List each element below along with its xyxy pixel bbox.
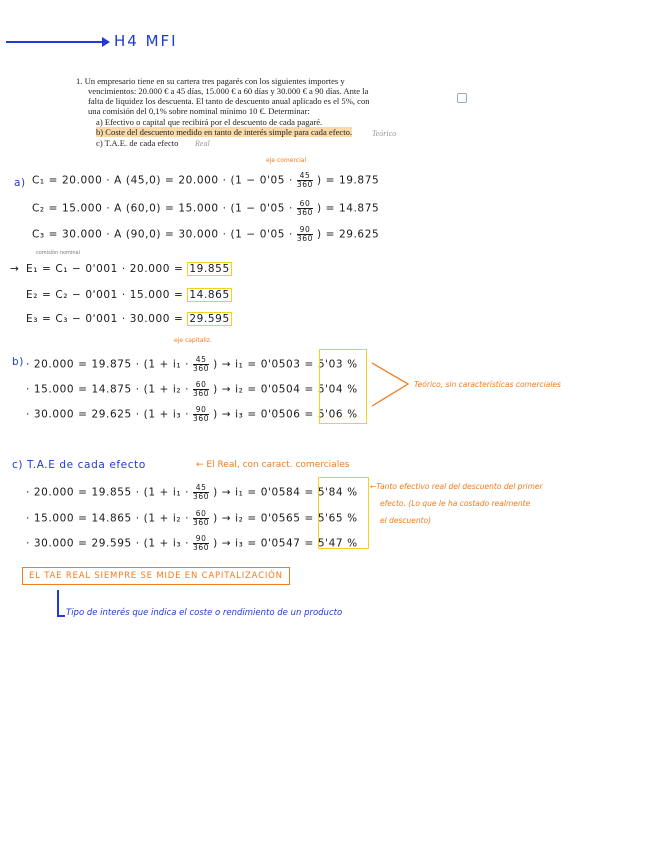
problem-line-4: una comisión del 0,1% sobre nominal mínimo 10 €. Determinar:: [88, 106, 310, 116]
part-b-line-2-lhs: · 15.000 = 14.875 · (1 + i₂ ·: [26, 383, 190, 396]
part-a-line-1-den: 360: [296, 180, 314, 189]
effective-value-1: 19.855: [189, 263, 230, 275]
part-b-line-2-den: 360: [193, 389, 210, 398]
part-a-line-2-num: 60: [297, 200, 313, 209]
part-a-line-3-num: 90: [297, 226, 313, 235]
part-c-results-box: [318, 477, 369, 549]
part-b-brace: [370, 360, 410, 410]
part-c-line-1-den: 360: [193, 492, 210, 501]
part-b-line-2-num: 60: [193, 381, 209, 390]
part-c-line-1: [26, 484, 358, 501]
part-c-value-2: 5'65 %: [317, 512, 358, 525]
part-c-line-2-lhs: · 15.000 = 14.865 · (1 + i₂ ·: [26, 512, 190, 525]
part-c-side-note-3: el descuento): [380, 516, 432, 525]
header-arrow-head: [102, 37, 110, 47]
part-a-line-2-frac: [297, 200, 313, 217]
part-b-line-2-mid: ) → i₂ = 0'0504 =: [213, 383, 314, 396]
part-b-line-2-frac: [193, 381, 209, 398]
part-b-value-1: 5'03 %: [317, 358, 358, 371]
problem-item-c-note: Real: [195, 139, 210, 148]
part-a-line-3-lhs: C₃ = 30.000 · A (90,0) = 30.000 · (1 − 0'05 ·: [32, 228, 293, 241]
part-c-heading-note: ← El Real, con caract. comerciales: [196, 460, 350, 470]
conclusion-connector: [57, 590, 59, 616]
part-b-line-3-num: 90: [193, 406, 209, 415]
part-b-line-3-mid: ) → i₃ = 0'0506 =: [213, 408, 314, 421]
part-c-line-2-den: 360: [193, 518, 210, 527]
problem-line-3: falta de liquidez los descuenta. El tanto de descuento anual aplicado es el 5%, con: [88, 96, 370, 106]
part-c-line-1-num: 45: [193, 484, 209, 493]
conclusion-connector-foot: [57, 615, 65, 617]
part-a-line-1-num: 45: [297, 172, 313, 181]
part-a-line-3-den: 360: [296, 234, 314, 243]
part-a-line-2: [32, 200, 379, 217]
part-b-line-3-lhs: · 30.000 = 29.625 · (1 + i₃ ·: [26, 408, 190, 421]
part-c-line-2-mid: ) → i₂ = 0'0565 =: [213, 512, 314, 525]
part-a-line-2-den: 360: [296, 208, 314, 217]
part-b-note: eje capitaliz.: [174, 337, 212, 344]
effective-line-3: [26, 313, 232, 325]
part-c-line-2-num: 60: [193, 510, 209, 519]
effective-line-1: [26, 263, 232, 275]
part-b-line-1: [26, 356, 358, 373]
part-c-line-1-lhs: · 20.000 = 19.855 · (1 + i₁ ·: [26, 486, 190, 499]
part-c-line-2: [26, 510, 358, 527]
part-c-value-3: 5'47 %: [317, 537, 358, 550]
part-a-label: a): [14, 177, 26, 189]
effective-line-3-lhs: E₃ = C₃ − 0'001 · 30.000 =: [26, 313, 184, 325]
problem-item-b-text: b) Coste del descuento medido en tanto de interés simple para cada efecto.: [96, 127, 353, 137]
part-c-line-2-frac: [193, 510, 209, 527]
problem-item-b-note: Teórico: [372, 129, 397, 138]
part-c-line-3-lhs: · 30.000 = 29.595 · (1 + i₃ ·: [26, 537, 190, 550]
part-c-line-3: [26, 535, 358, 552]
part-b-line-1-den: 360: [193, 364, 210, 373]
effective-line-2-lhs: E₂ = C₂ − 0'001 · 15.000 =: [26, 289, 184, 301]
comment-icon[interactable]: [457, 93, 467, 103]
part-a-line-2-lhs: C₂ = 15.000 · A (60,0) = 15.000 · (1 − 0'05 ·: [32, 202, 293, 215]
part-a-line-1-rhs: ) = 19.875: [316, 174, 380, 187]
problem-item-c: c) T.A.E. de cada efecto: [96, 138, 179, 148]
part-a-line-1-lhs: C₁ = 20.000 · A (45,0) = 20.000 · (1 − 0'05 ·: [32, 174, 293, 187]
part-b-line-1-num: 45: [193, 356, 209, 365]
part-b-value-3: 5'06 %: [317, 408, 358, 421]
part-c-line-3-frac: [193, 535, 209, 552]
part-b-label: b): [12, 356, 24, 368]
problem-item-b: [96, 127, 352, 137]
problem-line-1: 1. Un empresario tiene en su cartera tres pagarés con los siguientes importes y: [76, 76, 345, 86]
part-b-side-note: Teórico, sin características comerciales: [414, 380, 561, 389]
part-a-line-3: [32, 226, 379, 243]
conclusion-text: EL TAE REAL SIEMPRE SE MIDE EN CAPITALIZACIÓN: [29, 571, 283, 581]
effective-line-1-lhs: E₁ = C₁ − 0'001 · 20.000 =: [26, 263, 184, 275]
comision-note: comisión nominal: [36, 250, 80, 256]
effective-value-3: 29.595: [189, 313, 230, 325]
part-b-line-1-frac: [193, 356, 209, 373]
conclusion-note: Tipo de interés que indica el coste o rendimiento de un producto: [66, 608, 343, 618]
part-c-line-3-den: 360: [193, 543, 210, 552]
part-c-line-3-mid: ) → i₃ = 0'0547 =: [213, 537, 314, 550]
part-c-value-1: 5'84 %: [317, 486, 358, 499]
effective-line-2: [26, 289, 232, 301]
part-b-line-3-den: 360: [193, 414, 210, 423]
header-arrow: [6, 41, 106, 43]
part-c-side-note-1: ←Tanto efectivo real del descuento del primer: [370, 482, 543, 491]
part-b-line-1-mid: ) → i₁ = 0'0503 =: [213, 358, 314, 371]
effective-value-2: 14.865: [189, 289, 230, 301]
part-c-line-3-num: 90: [193, 535, 209, 544]
part-a-line-1-frac: [297, 172, 313, 189]
part-a-line-1: [32, 172, 379, 189]
part-c-label: c) T.A.E de cada efecto: [12, 459, 146, 471]
part-b-line-2: [26, 381, 358, 398]
conclusion-box: [22, 567, 290, 585]
part-b-value-2: 5'04 %: [317, 383, 358, 396]
part-c-side-note-2: efecto. (Lo que le ha costado realmente: [380, 499, 531, 508]
problem-line-2: vencimientos: 20.000 € a 45 días, 15.000 € a 60 días y 30.000 € a 90 días. Ante la: [88, 86, 369, 96]
part-b-line-3: [26, 406, 358, 423]
part-a-note: eje comercial: [266, 157, 307, 164]
page-title: H4 MFI: [114, 32, 178, 50]
part-c-line-1-frac: [193, 484, 209, 501]
part-b-results-box: [319, 349, 367, 424]
part-a-line-3-frac: [297, 226, 313, 243]
part-a-line-2-rhs: ) = 14.875: [316, 202, 380, 215]
problem-item-a: a) Efectivo o capital que recibirá por el descuento de cada pagaré.: [96, 117, 323, 127]
effective-arrow-icon: →: [10, 263, 20, 275]
part-c-line-1-mid: ) → i₁ = 0'0584 =: [213, 486, 314, 499]
part-b-line-3-frac: [193, 406, 209, 423]
part-a-line-3-rhs: ) = 29.625: [316, 228, 380, 241]
part-b-line-1-lhs: · 20.000 = 19.875 · (1 + i₁ ·: [26, 358, 190, 371]
